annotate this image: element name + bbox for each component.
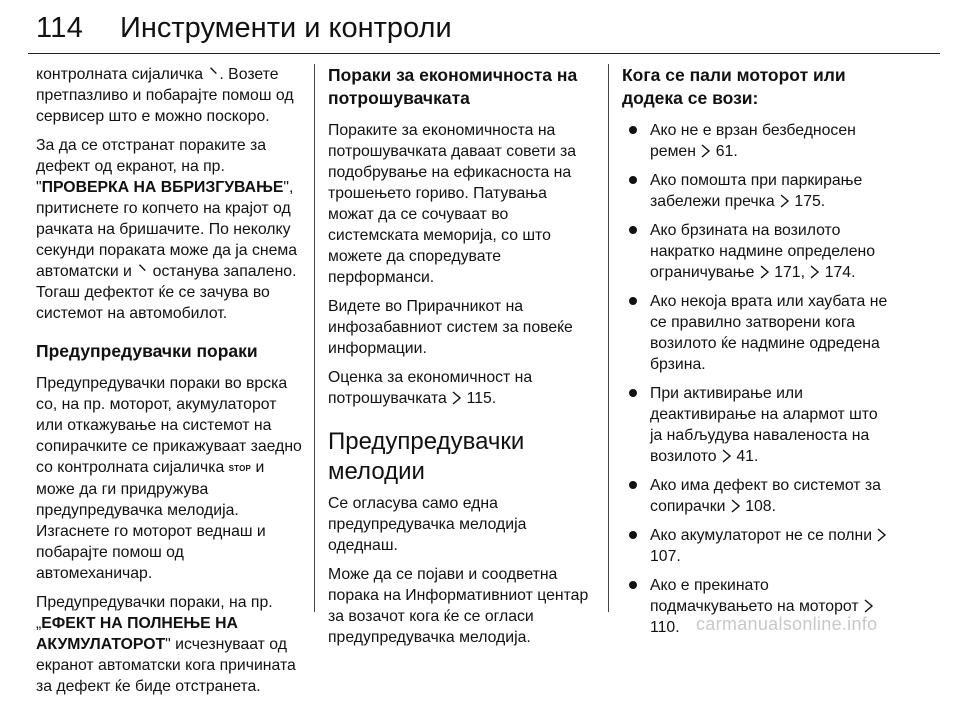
paragraph: Пораките за економичноста на потрошувачката даваат совети за подобрување на ефикасноста на трошењето гориво. Патувања можат да се сочуваат во системската меморија, со што можете да споредувате перформанси. <box>328 122 577 286</box>
column-2 <box>328 64 594 656</box>
paragraph: Оценка за економичност на потрошувачката 115. <box>328 369 533 407</box>
bullet-dot <box>629 176 637 184</box>
watermark: carmanualsonline.info <box>696 614 878 634</box>
section-heading: Пораки за економичноста на потрошувачката <box>328 65 578 108</box>
wrench-icon: ⸌ <box>209 66 218 83</box>
header-rule <box>28 53 940 54</box>
paragraph: контролната сијаличка ⸌ . Возете претпазливо и побарајте помош од сервисер што е можно поскоро. <box>36 66 294 125</box>
page-ref-icon <box>451 390 462 404</box>
page-ref-icon <box>730 498 741 512</box>
section-heading: Предупредувачки пораки <box>36 341 258 361</box>
paragraph: Може да се појави и соодветна порака на Информативниот центар за возачот кога ќе се огласи предупредувачка мелодија. <box>328 566 589 646</box>
page-ref-icon <box>700 143 711 157</box>
list-item: Ако акумулаторот не се полни 107. <box>622 525 890 567</box>
page-ref[interactable]: 41 <box>736 448 754 465</box>
page-number: 114 <box>36 12 84 44</box>
page-title: Инструменти и контроли <box>120 12 452 44</box>
list-item: Ако има дефект во системот за сопирачки 108. <box>622 475 890 517</box>
bullet-dot <box>629 531 637 539</box>
bullet-dot <box>629 581 637 589</box>
list-item: Ако помошта при паркирање забележи пречка 175. <box>622 170 890 212</box>
page-header <box>28 12 938 52</box>
page-ref-icon <box>759 264 770 278</box>
bullet-dot <box>629 481 637 489</box>
page-ref[interactable]: 61 <box>715 143 734 160</box>
page-ref[interactable]: 110 <box>650 619 676 636</box>
paragraph: Предупредувачки пораки во врска со, на пр. моторот, акумулаторот или откажување на системот на сопирачките се прикажуваат заедно со контролната сијаличка STOP и може да ги придружува предупредувачка мелодија. Изгаснете го моторот веднаш и побарајте помош од автомеханичар. <box>36 375 302 582</box>
column-divider <box>608 64 609 612</box>
page-ref-icon <box>721 448 732 462</box>
paragraph: За да се отстранат пораките за дефект од екранот, на пр. "ПРОВЕРКА НА ВБРИЗГУВАЊЕ", притиснете го копчето на крајот од рачката на бришачите. По неколку секунди пораката може да ја снема автоматски и ⸌ останува запалено. Тогаш дефектот ќе се зачува во системот на автомобилот. <box>36 137 298 322</box>
page-ref[interactable]: 115 <box>466 390 492 407</box>
page-ref[interactable]: 107 <box>650 548 677 565</box>
bullet-dot <box>629 226 637 234</box>
list-item: Ако брзината на возилото накратко надмине определено ограничување 171, 174. <box>622 220 890 283</box>
list-item: При активирање или деактивирање на алармот што ја набљудува навaленоста на возилото 41. <box>622 383 890 467</box>
list-item: Ако не е врзан безбедносен ремен 61. <box>622 120 890 162</box>
page-ref[interactable]: 108 <box>745 498 772 515</box>
paragraph: Се огласува само една предупредувачка мелодија одеднаш. <box>328 495 527 554</box>
page-ref-icon <box>809 264 820 278</box>
section-heading-large: Предупредувачки мелодии <box>328 428 525 485</box>
page-ref[interactable]: 175 <box>794 193 821 210</box>
page-ref-icon <box>863 598 874 612</box>
page-ref[interactable]: 174 <box>824 264 852 281</box>
bullet-dot <box>629 389 637 397</box>
wrench-icon: ⸌ <box>138 263 147 280</box>
page-ref-icon <box>876 527 887 541</box>
section-heading: Кога се пали моторот или додека се вози: <box>622 65 846 108</box>
paragraph: Видете во Прирачникот на инфозабавниот систем за повеќе информации. <box>328 298 573 357</box>
bullet-list <box>622 120 890 638</box>
list-item: Ако некоја врата или хаубата не се правилно затворени кога возилото ќе надмине одредена брзина. <box>622 291 890 375</box>
bullet-dot <box>629 297 637 305</box>
stop-icon: STOP <box>228 464 252 473</box>
bullet-dot <box>629 126 637 134</box>
page-ref-icon <box>779 193 790 207</box>
page-ref[interactable]: 171 <box>774 264 801 281</box>
column-3 <box>622 64 890 646</box>
list-item: Ако е прекинато подмачкувањето на моторот 110. <box>622 575 890 638</box>
column-divider <box>314 64 315 612</box>
column-1 <box>36 64 302 705</box>
paragraph: Предупредувачки пораки, на пр. „ЕФЕКТ НА ПОЛНЕЊЕ НА АКУМУЛАТОРОТ" исчезнуваат од екранот автоматски кога причината за дефект ќе биде отстранета. <box>36 594 296 695</box>
